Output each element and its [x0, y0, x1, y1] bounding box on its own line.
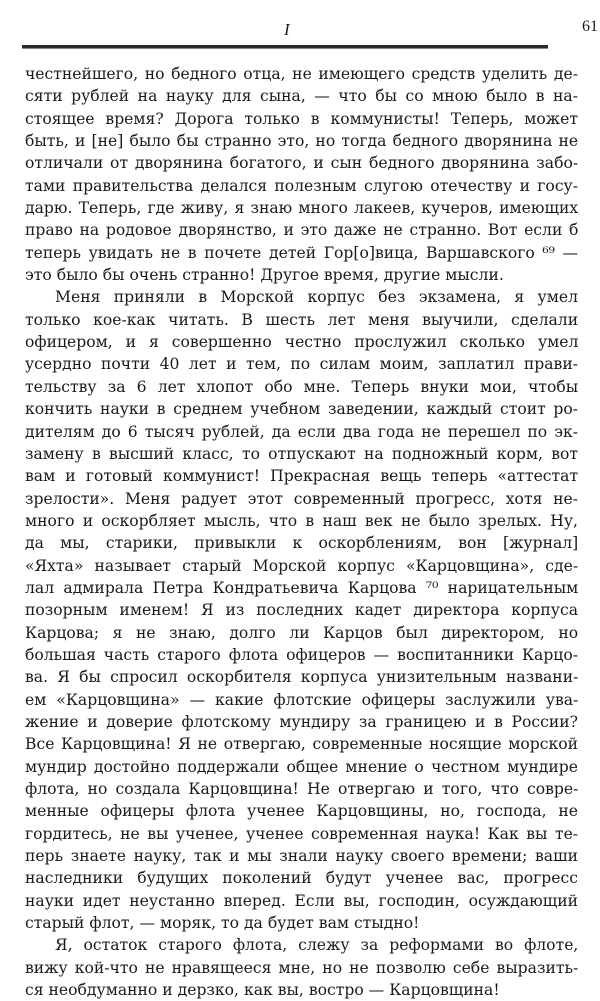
text-line: офицером, и я совершенно честно прослужил сколько умел [25, 333, 579, 352]
header-rule [22, 45, 548, 49]
text-line: тельству за 6 лет хлопот обо мне. Теперь внуки мои, чтобы [25, 377, 579, 396]
text-line: ва. Я бы спросил оскорбителя корпуса унизительным названи- [25, 668, 579, 687]
text-line: «Яхта» называет старый Морской корпус «Карцовщина», сде- [25, 556, 579, 575]
text-line: отличали от дворянина богатого, и сын бедного дворянина забо- [25, 154, 579, 173]
text-line: только кое-как читать. В шесть лет меня выучили, сделали [25, 310, 579, 329]
text-line: флота, но создала Карцовщина! Не отвергаю и того, что совре- [25, 780, 579, 798]
text-line: Карцова; я не знаю, долго ли Карцов был директором, но [25, 623, 579, 642]
page-header [22, 14, 598, 50]
text-line: большая часть старого флота офицеров — воспитанники Карцо- [25, 645, 578, 664]
text-line: гордитесь, не вы ученее, ученее современная наука! Как вы те- [25, 824, 579, 843]
text-line: сяти рублей на науку для сына, — что бы со мною было в на- [25, 87, 578, 106]
text-line: дарю. Теперь, где живу, я знаю много лакеев, кучеров, имеющих [25, 199, 579, 218]
text-line: это было бы очень странно! Другое время, другие мысли. [25, 266, 504, 285]
paragraph-3 [25, 934, 578, 1001]
text-line: науки идет неустанно вперед. Если вы, господин, осуждающий [25, 891, 578, 910]
text-line: дителям до 6 тысяч рублей, да если два года не перешел по эк- [25, 422, 578, 441]
text-line: теперь увидать не в почете детей Гор[о]вица, Варшавского ⁶⁹ — [25, 243, 579, 262]
text-line: замену в высший класс, то отпускают на подножный корм, вот [25, 444, 578, 463]
text-line: ем «Карцовщина» — какие флотские офицеры заслужили ува- [25, 690, 579, 709]
text-line: лал адмирала Петра Кондратьевича Карцова ⁷⁰ нарицательным [25, 578, 579, 597]
text-line: вам и готовый коммунист! Прекрасная вещь теперь «аттестат [25, 467, 579, 486]
text-line: быть, и [не] было бы странно это, но тогда бедного дворянина не [25, 132, 579, 151]
paragraph-2 [25, 286, 578, 934]
text-line: Я, остаток старого флота, слежу за реформами во флоте, [55, 936, 579, 955]
text-line: менные офицеры флота ученее Карцовщины, но, господа, не [25, 802, 578, 821]
text-line: да мы, старики, привыкли к оскорблениям, вон [журнал] [25, 534, 579, 553]
text-line: вижу кой-что не нравящееся мне, но не позволю себе выразить- [25, 958, 579, 977]
text-line: усердно почти 40 лет и тем, по силам моим, заплатил прави- [25, 355, 578, 374]
text-line: жение и доверие флотскому мундиру за границею и в России? [25, 712, 578, 731]
text-line: наследники будущих поколений будут ученее вас, прогресс [25, 869, 578, 888]
text-line: ся необдуманно и дерзко, как вы, востро — Карцовщина! [25, 981, 500, 1000]
text-line: мундир достойно поддержали общее мнение о честном мундире [25, 757, 579, 776]
page-number: 61 [582, 18, 598, 35]
text-line: Все Карцовщина! Я не отвергаю, современные носящие морской [25, 735, 578, 754]
body-text [25, 63, 578, 1001]
running-head: I [284, 20, 290, 39]
text-line: перь знаете науку, так и мы знали науку своего времени; ваши [25, 847, 578, 866]
text-line: право на родовое дворянство, и это даже не странно. Вот если б [25, 221, 579, 240]
text-line: зрелости». Меня радует этот современный прогресс, хотя не- [25, 489, 578, 508]
text-line: Меня приняли в Морской корпус без экзамена, я умел [55, 288, 578, 307]
text-line: стоящее время? Дорога только в коммунисты! Теперь, может [25, 109, 578, 128]
paragraph-1 [25, 63, 578, 286]
text-line: тами правительства делался полезным слугою отечеству и госу- [25, 176, 578, 195]
text-line: позорным именем! Я из последних кадет директора корпуса [25, 601, 578, 620]
text-line: честнейшего, но бедного отца, не имеющего средств уделить де- [25, 65, 578, 83]
text-line: старый флот, — моряк, то да будет вам стыдно! [25, 914, 420, 933]
text-line: много и оскорбляет мысль, что в наш век не было зрелых. Ну, [25, 511, 578, 530]
text-line: кончить науки в среднем учебном заведении, каждый стоит ро- [25, 400, 579, 419]
